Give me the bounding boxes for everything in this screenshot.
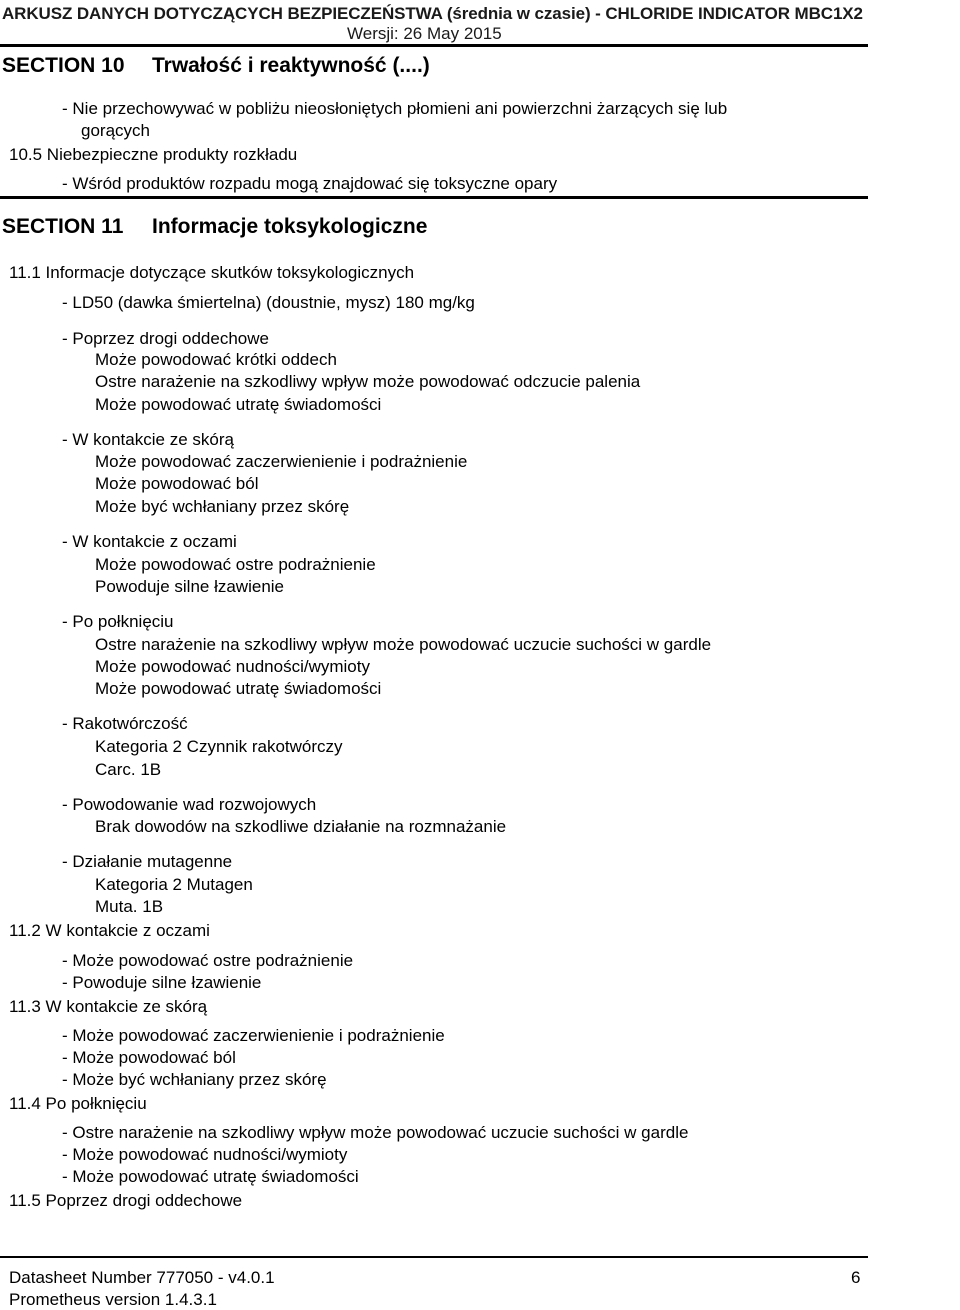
section-10-item-1-cont: gorących <box>81 121 150 140</box>
footer-rule <box>0 1256 868 1258</box>
skin-list-item: - Może być wchłaniany przez skórę <box>62 1070 327 1089</box>
mutagenicity-heading: - Działanie mutagenne <box>62 852 233 871</box>
reproductive-detail: Brak dowodów na szkodliwe działanie na rozmnażanie <box>95 817 507 836</box>
carcinogenicity-detail: Kategoria 2 Czynnik rakotwórczy <box>95 737 343 756</box>
inhalation-effect: Może powodować krótki oddech <box>95 350 337 369</box>
section-11-rule <box>0 196 868 199</box>
section-10-title: Trwałość i reaktywność (....) <box>152 54 430 77</box>
subsection-11-5: 11.5 Poprzez drogi oddechowe <box>9 1191 243 1210</box>
header-rule <box>0 44 868 47</box>
section-11-heading <box>2 215 427 239</box>
eyes-list-item: - Powoduje silne łzawienie <box>62 973 262 992</box>
footer-prometheus-version: Prometheus version 1.4.3.1 <box>9 1290 217 1309</box>
ingestion-heading: - Po połknięciu <box>62 612 174 631</box>
subsection-11-4: 11.4 Po połknięciu <box>9 1094 147 1113</box>
skin-list-item: - Może powodować zaczerwienienie i podrażnienie <box>62 1026 445 1045</box>
inhalation-effect: Może powodować utratę świadomości <box>95 395 382 414</box>
skin-effect: Może być wchłaniany przez skórę <box>95 497 350 516</box>
document-header-title: ARKUSZ DANYCH DOTYCZĄCYCH BEZPIECZEŃSTWA (średnia w czasie) - CHLORIDE INDICATOR MBC1X2 <box>2 4 863 23</box>
ingestion-effect: Może powodować nudności/wymioty <box>95 657 370 676</box>
skin-heading: - W kontakcie ze skórą <box>62 430 234 449</box>
subsection-11-3: 11.3 W kontakcie ze skórą <box>9 997 208 1016</box>
section-10-item-2: - Wśród produktów rozpadu mogą znajdować się toksyczne opary <box>62 174 558 193</box>
skin-list-item: - Może powodować ból <box>62 1048 236 1067</box>
reproductive-heading: - Powodowanie wad rozwojowych <box>62 795 317 814</box>
section-10-heading <box>2 54 430 78</box>
subsection-11-1: 11.1 Informacje dotyczące skutków toksykologicznych <box>9 263 415 282</box>
carcinogenicity-detail: Carc. 1B <box>95 760 162 779</box>
carcinogenicity-heading: - Rakotwórczość <box>62 714 188 733</box>
eyes-heading: - W kontakcie z oczami <box>62 532 237 551</box>
skin-effect: Może powodować ból <box>95 474 259 493</box>
ingestion-effect: Ostre narażenie na szkodliwy wpływ może powodować uczucie suchości w gardle <box>95 635 712 654</box>
mutagenicity-detail: Muta. 1B <box>95 897 164 916</box>
inhalation-heading: - Poprzez drogi oddechowe <box>62 329 269 348</box>
eyes-effect: Może powodować ostre podrażnienie <box>95 555 376 574</box>
footer-datasheet-number: Datasheet Number 777050 - v4.0.1 <box>9 1268 275 1287</box>
subsection-10-5: 10.5 Niebezpieczne produkty rozkładu <box>9 145 298 164</box>
eyes-effect: Powoduje silne łzawienie <box>95 577 285 596</box>
section-11-title: Informacje toksykologiczne <box>152 215 428 238</box>
ld50-line: - LD50 (dawka śmiertelna) (doustnie, mysz) 180 mg/kg <box>62 293 475 312</box>
section-10-item-1: - Nie przechowywać w pobliżu nieosłoniętych płomieni ani powierzchni żarzących się lub <box>62 99 728 118</box>
footer-page-number: 6 <box>851 1268 861 1287</box>
ingestion-list-item: - Może powodować utratę świadomości <box>62 1167 359 1186</box>
section-10-number: SECTION 10 <box>2 54 125 77</box>
ingestion-effect: Może powodować utratę świadomości <box>95 679 382 698</box>
skin-effect: Może powodować zaczerwienienie i podrażnienie <box>95 452 468 471</box>
eyes-list-item: - Może powodować ostre podrażnienie <box>62 951 354 970</box>
ingestion-list-item: - Ostre narażenie na szkodliwy wpływ może powodować uczucie suchości w gardle <box>62 1123 689 1142</box>
subsection-11-2: 11.2 W kontakcie z oczami <box>9 921 210 940</box>
ingestion-list-item: - Może powodować nudności/wymioty <box>62 1145 348 1164</box>
mutagenicity-detail: Kategoria 2 Mutagen <box>95 875 253 894</box>
document-version: Wersji: 26 May 2015 <box>347 24 502 43</box>
section-11-number: SECTION 11 <box>2 215 124 238</box>
inhalation-effect: Ostre narażenie na szkodliwy wpływ może powodować odczucie palenia <box>95 372 641 391</box>
